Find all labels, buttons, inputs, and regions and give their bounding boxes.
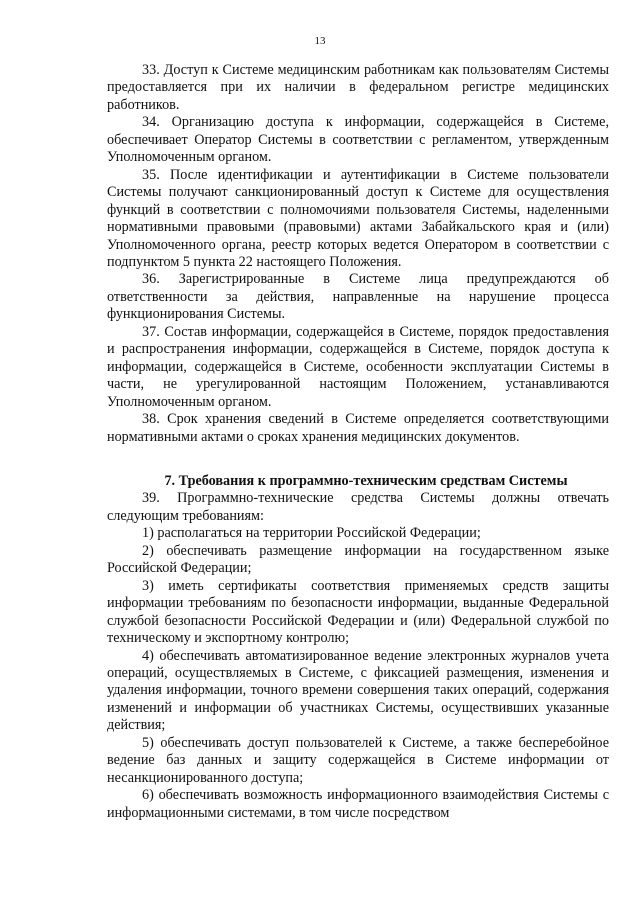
list-item-6: 6) обеспечивать возможность информационного взаимодействия Системы с информационными системами, в том числе посредством [107, 787, 609, 821]
list-item-2: 2) обеспечивать размещение информации на государственном языке Российской Федерации; [107, 542, 609, 577]
paragraph-38: 38. Срок хранения сведений в Системе определяется соответствующими нормативными актами о сроках хранения медицинских документов. [107, 411, 609, 445]
list-item-4: 4) обеспечивать автоматизированное ведение электронных журналов учета операций, осуществляемых в Системе, с фиксацией размещения, изменения и удаления информации, точного времени совершения таких операций, содержания изменений и информации об участниках Системы, осуществивших указанные действия; [107, 647, 609, 734]
paragraph-39: 39. Программно-технические средства Системы должны отвечать следующим требованиям: [107, 490, 609, 524]
list-item-5: 5) обеспечивать доступ пользователей к Системе, а также бесперебойное ведение баз данных и защиту содержащейся в Системе информации от несанкционированного доступа; [107, 734, 609, 786]
paragraph-34: 34. Организацию доступа к информации, содержащейся в Системе, обеспечивает Оператор Системы в соответствии с регламентом, утвержденным Уполномоченным органом. [107, 114, 609, 166]
list-item-3: 3) иметь сертификаты соответствия применяемых средств защиты информации требованиям по безопасности информации, выданные Федеральной службой безопасности Российской Федерации и (или) Федеральной службой по техническому и экспортному контролю; [107, 577, 609, 647]
paragraph-35: 35. После идентификации и аутентификации в Системе пользователи Системы получают санкционированный доступ к Системе для осуществления функций в соответствии с полномочиями пользователя Системы, наделенными нормативными правовыми (правовыми) актами Забайкальского края и (или) Уполномоченного органа, реестр которых ведется Оператором в соответствии с подпунктом 5 пункта 22 настоящего Положения. [107, 166, 609, 270]
paragraph-37: 37. Состав информации, содержащейся в Системе, порядок предоставления и распространения информации, содержащейся в Системе, порядок доступа к информации, содержащейся в Системе, особенности эксплуатации Системы в части, не урегулированной настоящим Положением, устанавливаются Уполномоченным органом. [107, 323, 609, 410]
page-number: 13 [314, 35, 326, 47]
paragraph-36: 36. Зарегистрированные в Системе лица предупреждаются об ответственности за действия, направленные на нарушение процесса функционирования Системы. [107, 271, 609, 323]
list-item-1: 1) располагаться на территории Российской Федерации; [142, 525, 481, 542]
section-heading: 7. Требования к программно-техническим средствам Системы [164, 472, 568, 489]
paragraph-33: 33. Доступ к Системе медицинским работникам как пользователям Системы предоставляется при их наличии в федеральном регистре медицинских работников. [107, 62, 609, 113]
document-body [107, 62, 609, 822]
